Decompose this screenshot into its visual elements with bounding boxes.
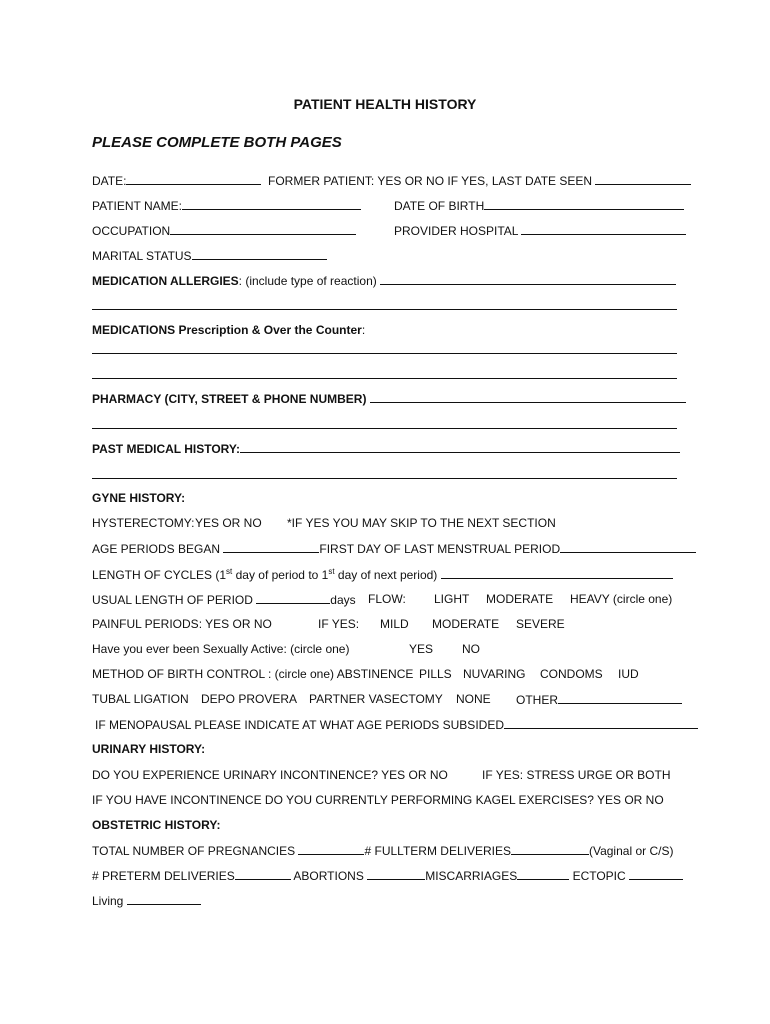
sexually-active-label: Have you ever been Sexually Active: (circle one) (92, 642, 350, 656)
obstetric-heading: OBSTETRIC HISTORY: (92, 818, 221, 832)
first-day-field[interactable] (560, 540, 696, 553)
bc-tubal[interactable]: TUBAL LIGATION (92, 692, 189, 706)
fullterm-label: # FULLTERM DELIVERIES (364, 844, 511, 858)
bc-other-field[interactable] (558, 691, 682, 704)
date-row (92, 172, 261, 188)
ectopic-label: ECTOPIC (572, 869, 626, 883)
pregnancies-row (92, 842, 673, 858)
cycle-length-row (92, 566, 673, 582)
cycle-st-1: st (226, 567, 233, 576)
occupation-row (92, 222, 356, 238)
marital-field[interactable] (192, 247, 327, 260)
painful-mild[interactable]: MILD (380, 617, 409, 631)
date-field[interactable] (126, 172, 261, 185)
flow-moderate[interactable]: MODERATE (486, 592, 554, 606)
past-medical-field[interactable] (240, 440, 680, 453)
flow-light[interactable]: LIGHT (434, 592, 470, 606)
marital-row (92, 247, 327, 263)
urinary-heading: URINARY HISTORY: (92, 742, 206, 756)
days-label: days (330, 593, 356, 607)
painful-severe[interactable]: SEVERE (516, 617, 565, 631)
past-medical-label: PAST MEDICAL HISTORY: (92, 442, 241, 456)
provider-hospital-field[interactable] (521, 222, 686, 235)
fullterm-field[interactable] (511, 842, 589, 855)
flow-heavy[interactable]: HEAVY (circle one) (570, 592, 673, 606)
painful-if-yes: IF YES: (318, 617, 360, 631)
bc-pills[interactable]: PILLS (419, 667, 452, 681)
menopausal-row (95, 716, 698, 733)
age-periods-field[interactable] (223, 540, 319, 553)
patient-name-row (92, 197, 361, 213)
birth-control-label[interactable]: METHOD OF BIRTH CONTROL : (circle one) ABSTINENCE (92, 667, 414, 681)
living-row (92, 892, 201, 908)
flow-label: FLOW: (368, 592, 406, 606)
painful-periods[interactable]: PAINFUL PERIODS: YES OR NO (92, 617, 272, 631)
incontinence-type[interactable]: IF YES: STRESS URGE OR BOTH (482, 768, 671, 782)
living-field[interactable] (127, 892, 201, 905)
total-pregnancies-label: TOTAL NUMBER OF PREGNANCIES (92, 844, 296, 858)
cycle-label-b: day of period to 1 (232, 568, 329, 582)
age-periods-row (92, 540, 696, 556)
medications-line-1[interactable] (92, 353, 677, 354)
cycle-st-2: st (328, 567, 335, 576)
bc-partner[interactable]: PARTNER VASECTOMY (309, 692, 443, 706)
last-date-seen-field[interactable] (595, 172, 691, 185)
allergies-line-2[interactable] (92, 309, 677, 310)
abortions-label: ABORTIONS (293, 869, 364, 883)
sexually-active-yes[interactable]: YES (409, 642, 434, 656)
occupation-field[interactable] (170, 222, 356, 235)
sexually-active-no[interactable]: NO (462, 642, 480, 656)
bc-nuvaring[interactable]: NUVARING (463, 667, 526, 681)
allergies-field[interactable] (380, 272, 676, 285)
total-pregnancies-field[interactable] (298, 842, 364, 855)
page-title: PATIENT HEALTH HISTORY (293, 96, 477, 112)
dob-field[interactable] (484, 197, 684, 210)
skip-note: *IF YES YOU MAY SKIP TO THE NEXT SECTION (287, 516, 556, 530)
hysterectomy-options[interactable]: YES OR NO (195, 516, 262, 530)
medications-label: MEDICATIONS Prescription & Over the Counter (92, 323, 362, 337)
menopausal-label: IF MENOPAUSAL PLEASE INDICATE AT WHAT AGE PERIODS SUBSIDED (95, 718, 504, 732)
bc-other-label[interactable]: OTHER (516, 693, 558, 707)
usual-length-label: USUAL LENGTH OF PERIOD (92, 593, 253, 607)
cycle-length-field[interactable] (441, 566, 673, 579)
preterm-label: # PRETERM DELIVERIES (92, 869, 235, 883)
medications-colon: : (361, 323, 366, 337)
medications-line-2[interactable] (92, 378, 677, 379)
page-subtitle: PLEASE COMPLETE BOTH PAGES (92, 134, 342, 151)
incontinence-question[interactable]: DO YOU EXPERIENCE URINARY INCONTINENCE? YES OR NO (92, 768, 448, 782)
dob-label: DATE OF BIRTH (394, 199, 485, 213)
bc-condoms[interactable]: CONDOMS (540, 667, 603, 681)
allergies-row (92, 272, 676, 288)
preterm-row (92, 867, 683, 883)
cycle-label-c: day of next period) (334, 568, 438, 582)
hysterectomy-label: HYSTERECTOMY: (92, 516, 195, 530)
usual-length-field[interactable] (256, 591, 330, 604)
occupation-label: OCCUPATION (92, 224, 171, 238)
date-label: DATE: (92, 174, 127, 188)
allergies-label: MEDICATION ALLERGIES (92, 274, 239, 288)
pharmacy-row (92, 390, 686, 406)
bc-other-row (516, 691, 682, 708)
ectopic-field[interactable] (629, 867, 683, 880)
allergies-note: : (include type of reaction) (238, 274, 377, 288)
kegel-question[interactable]: IF YOU HAVE INCONTINENCE DO YOU CURRENTLY PERFORMING KAGEL EXERCISES? YES OR NO (92, 793, 664, 807)
age-periods-label: AGE PERIODS BEGAN (92, 542, 221, 556)
former-patient-label: FORMER PATIENT: YES OR NO IF YES, LAST DATE SEEN (268, 174, 593, 188)
medications-row (92, 322, 365, 338)
former-patient-row (268, 172, 691, 189)
marital-label: MARITAL STATUS (92, 249, 192, 263)
vaginal-cs-label: (Vaginal or C/S) (588, 844, 674, 858)
pharmacy-field[interactable] (370, 390, 686, 403)
miscarriages-label: MISCARRIAGES (425, 869, 518, 883)
bc-none[interactable]: NONE (456, 692, 491, 706)
miscarriages-field[interactable] (517, 867, 569, 880)
patient-name-field[interactable] (182, 197, 361, 210)
dob-row (394, 197, 684, 214)
usual-length-row (92, 591, 356, 607)
pharmacy-line-2[interactable] (92, 428, 677, 429)
abortions-field[interactable] (367, 867, 425, 880)
cycle-label-a: LENGTH OF CYCLES (1 (92, 568, 227, 582)
living-label: Living (92, 894, 124, 908)
bc-iud[interactable]: IUD (618, 667, 639, 681)
painful-moderate[interactable]: MODERATE (432, 617, 500, 631)
provider-hospital-row (394, 222, 686, 239)
past-medical-line-2[interactable] (92, 478, 677, 479)
gyne-heading: GYNE HISTORY: (92, 491, 186, 505)
provider-hospital-label: PROVIDER HOSPITAL (394, 224, 519, 238)
first-day-label: FIRST DAY OF LAST MENSTRUAL PERIOD (319, 542, 561, 556)
pharmacy-label: PHARMACY (CITY, STREET & PHONE NUMBER) (92, 392, 367, 406)
bc-depo[interactable]: DEPO PROVERA (201, 692, 298, 706)
patient-name-label: PATIENT NAME: (92, 199, 183, 213)
preterm-field[interactable] (235, 867, 291, 880)
past-medical-row (92, 440, 680, 456)
menopausal-field[interactable] (504, 716, 698, 729)
